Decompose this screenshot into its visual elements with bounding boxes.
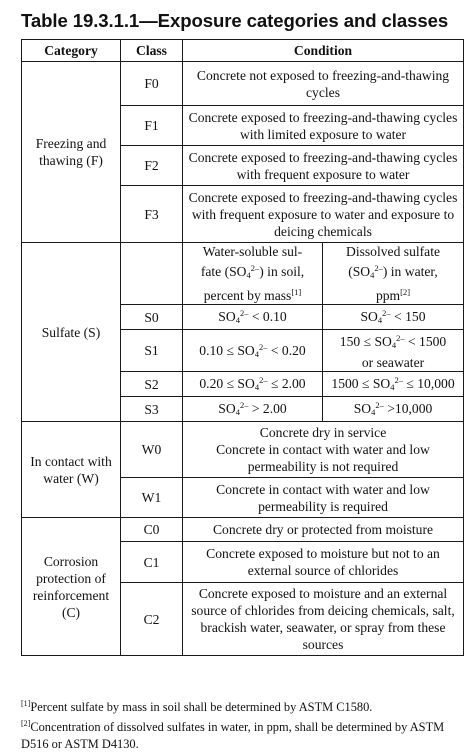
condition-cell: Concrete in contact with water and low permeability is required — [183, 478, 464, 518]
category-water: In contact with water (W) — [22, 422, 121, 518]
class-cell: C0 — [121, 518, 183, 542]
category-corrosion: Corrosion protection of reinforcement (C) — [22, 518, 121, 656]
class-cell: F1 — [121, 106, 183, 146]
water-value-cell: $SO_4^{2-} < 150$ — [323, 305, 464, 330]
soil-value-cell: $0.10 \le SO_4^{2-} < 0.20$ — [183, 330, 323, 372]
class-cell: F0 — [121, 62, 183, 106]
water-value-cell: $1500 \le SO_4^{2-} \le 10,000$ — [323, 372, 464, 397]
condition-cell: Concrete exposed to freezing-and-thawing cycles with frequent exposure to water and exposure to deicing chemicals — [183, 186, 464, 243]
footnote-2: [2]Concentration of dissolved sulfates in water, in ppm, shall be determined by ASTM D516 or ASTM D4130. — [21, 719, 445, 751]
soil-value-cell: $0.20 \le SO_4^{2-} \le 2.00$ — [183, 372, 323, 397]
condition-cell: Concrete exposed to freezing-and-thawing cycles with frequent exposure to water — [183, 146, 464, 186]
table-row — [22, 518, 464, 542]
class-cell: S2 — [121, 372, 183, 397]
header-class: Class — [121, 40, 183, 62]
water-value-cell: $150 \le SO_4^{2-} < 1500$ or seawater — [323, 330, 464, 372]
footnote-1: [1]Percent sulfate by mass in soil shall be determined by ASTM C1580. — [21, 699, 373, 714]
class-cell: F2 — [121, 146, 183, 186]
class-cell: S1 — [121, 330, 183, 372]
exposure-table — [21, 39, 464, 656]
class-cell: F3 — [121, 186, 183, 243]
class-cell: C1 — [121, 542, 183, 583]
class-cell: W1 — [121, 478, 183, 518]
table-header-row — [22, 40, 464, 62]
water-sulfate-header: Dissolved sulfate $(SO_4^{2-})$ in water, ppm[2] — [323, 243, 464, 305]
soil-value-cell: $SO_4^{2-} < 0.10$ — [183, 305, 323, 330]
condition-cell: Concrete not exposed to freezing-and-thawing cycles — [183, 62, 464, 106]
category-sulfate: Sulfate (S) — [22, 243, 121, 422]
header-category: Category — [22, 40, 121, 62]
condition-cell: Concrete exposed to moisture but not to an external source of chlorides — [183, 542, 464, 583]
condition-cell: Concrete exposed to freezing-and-thawing cycles with limited exposure to water — [183, 106, 464, 146]
class-cell: C2 — [121, 583, 183, 656]
category-freezing: Freezing and thawing (F) — [22, 62, 121, 243]
class-cell: S3 — [121, 397, 183, 422]
table-row — [22, 422, 464, 478]
table-title: Table 19.3.1.1—Exposure categories and classes — [21, 10, 449, 31]
table-row — [22, 62, 464, 106]
condition-cell: Concrete dry or protected from moisture — [183, 518, 464, 542]
condition-cell: Concrete dry in service Concrete in contact with water and low permeability is not required — [183, 422, 464, 478]
header-condition: Condition — [183, 40, 464, 62]
soil-sulfate-header: Water-soluble sul- fate $(SO_4^{2-})$ in soil, percent by mass[1] — [183, 243, 323, 305]
class-cell: W0 — [121, 422, 183, 478]
class-cell: S0 — [121, 305, 183, 330]
soil-value-cell: $SO_4^{2-} > 2.00$ — [183, 397, 323, 422]
condition-cell: Concrete exposed to moisture and an external source of chlorides from deicing chemicals, salt, brackish water, seawater, or spray from these sources — [183, 583, 464, 656]
sulfate-subheader-row — [22, 243, 464, 305]
water-value-cell: $SO_4^{2-} >10,000$ — [323, 397, 464, 422]
